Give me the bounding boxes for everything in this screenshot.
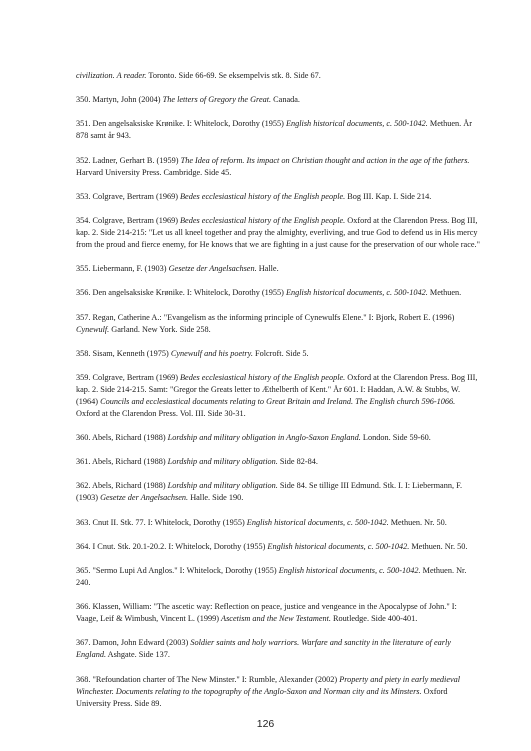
- endnote-title: The letters of Gregory the Great.: [162, 95, 272, 105]
- endnote-text: 353. Colgrave, Bertram (1969): [76, 191, 181, 201]
- endnote: [76, 637, 480, 661]
- endnote-title: English historical documents, c. 500-1042.: [285, 288, 428, 298]
- endnote: [76, 70, 480, 82]
- endnote: [76, 312, 480, 336]
- endnote-title: English historical documents, c. 500-1042.: [285, 119, 428, 129]
- endnote-text: Oxford at the Clarendon Press. Bog III, kap. 2. Side 214-215: "Let us all kneel together and pray the almighty, everliving, and true God to defend us in His mercy from the proud and fierce enemy, for He knows that we are fighting in a just cause for the preservation of our whole race.": [76, 215, 480, 249]
- endnote-text: 360. Abels, Richard (1988): [76, 433, 168, 443]
- endnote-title: The Idea of reform. Its impact on Christian thought and action in the age of the fathers.: [180, 155, 470, 165]
- endnote-text: Methuen. Nr. 50.: [388, 517, 447, 527]
- endnote-title: Bedes ecclesiastical history of the English people.: [180, 372, 346, 382]
- endnote-text: 356. Den angelsaksiske Krønike. I: Whitelock, Dorothy (1955): [76, 288, 286, 298]
- endnote: [76, 287, 480, 299]
- endnote: [76, 118, 480, 142]
- endnote-title: English historical documents, c. 500-1042.: [246, 517, 389, 527]
- endnote-text: Oxford at the Clarendon Press. Bog III, kap. 2. Side 214-215. Samt: "Gregor the Greats letter to Æthelberth of Kent." År 601. I: Haddan, A.W. & Stubbs, W. (1964): [76, 372, 478, 406]
- endnote-title: Lordship and military obligation in Anglo-Saxon England.: [167, 433, 361, 443]
- endnote: [76, 215, 480, 251]
- endnote-text: 359. Colgrave, Bertram (1969): [76, 372, 181, 382]
- endnote-text: Toronto. Side 66-69. Se eksempelvis stk. 8. Side 67.: [146, 71, 321, 80]
- endnote-text: London. Side 59-60.: [360, 433, 431, 443]
- endnote-title: Lordship and military obligation.: [167, 457, 278, 467]
- endnote-text: Routledge. Side 400-401.: [330, 614, 418, 624]
- endnote-text: 362. Abels, Richard (1988): [76, 481, 168, 491]
- endnote-title: English historical documents, c. 500-1042.: [267, 541, 410, 551]
- endnotes-list: [76, 70, 480, 722]
- endnote: [76, 601, 480, 625]
- endnote-title: Gesetze der Angelsachsen.: [100, 493, 189, 503]
- endnote-title: Lordship and military obligation.: [167, 481, 278, 491]
- endnote: [76, 565, 480, 589]
- endnote-text: Methuen.: [427, 288, 462, 298]
- endnote: [76, 541, 480, 553]
- endnote-text: Canada.: [271, 95, 300, 105]
- endnote-text: 354. Colgrave, Bertram (1969): [76, 215, 181, 225]
- endnote-text: Methuen. År 878 samt år 943.: [76, 119, 473, 141]
- page-number: 126: [256, 718, 275, 730]
- endnote-title: Cynewulf and his poetry.: [170, 348, 253, 358]
- endnote: [76, 480, 480, 504]
- endnote-text: 366. Klassen, William: "The ascetic way: Reflection on peace, justice and vengeance in the Apocalypse of John." I: Vaage, Leif & Wimbush, Vincent L. (1999): [76, 602, 457, 624]
- endnote-title: Soldier saints and holy warriors. Warfare and sanctity in the literature of early England.: [76, 638, 451, 660]
- endnote-text: Oxford University Press. Side 89.: [76, 686, 448, 708]
- endnote: [76, 517, 480, 529]
- endnote-title: Property and piety in early medieval Winchester. Documents relating to the topography of the Anglo-Saxon and Norman city and its Minsters.: [76, 674, 461, 696]
- endnote: [76, 94, 480, 106]
- endnote-text: 358. Sisam, Kenneth (1975): [76, 348, 171, 358]
- endnote-text: Methuen. Nr. 240.: [76, 566, 467, 587]
- endnote-text: Ashgate. Side 137.: [106, 650, 170, 660]
- endnote-text: Halle.: [256, 264, 279, 274]
- endnote: [76, 372, 480, 420]
- endnote-title: Gesetze der Angelsachsen.: [168, 264, 257, 274]
- endnote: [76, 263, 480, 275]
- endnote-text: 363. Cnut II. Stk. 77. I: Whitelock, Dorothy (1955): [76, 517, 247, 527]
- endnote-title: Bedes ecclesiastical history of the English people.: [180, 191, 346, 201]
- endnote-text: 355. Liebermann, F. (1903): [76, 264, 169, 274]
- endnote-text: 350. Martyn, John (2004): [76, 95, 163, 105]
- endnote-text: Garland. New York. Side 258.: [109, 324, 211, 334]
- endnote: [76, 155, 480, 179]
- endnote-title: English historical documents, c. 500-1042.: [278, 566, 421, 575]
- endnote-text: 352. Ladner, Gerhart B. (1959): [76, 155, 181, 165]
- endnote-text: Side 84. Se tillige III Edmund. Stk. I. I: Liebermann, F. (1903): [76, 481, 463, 503]
- endnote-text: 357. Regan, Catherine A.: "Evangelism as the informing principle of Cynewulfs Elene." I: Bjork, Robert E. (1996): [76, 312, 455, 322]
- endnote: [76, 432, 480, 444]
- endnote-title: Councils and ecclesiastical documents relating to Great Britain and Ireland. The English church 596-1066.: [100, 396, 456, 406]
- endnote-title: Cynewulf.: [76, 324, 110, 334]
- endnote-text: Oxford at the Clarendon Press. Vol. III. Side 30-31.: [76, 408, 246, 418]
- endnote: [76, 674, 480, 710]
- endnote-text: Folcroft. Side 5.: [252, 348, 309, 358]
- endnote-text: Methuen. Nr. 50.: [409, 541, 468, 551]
- endnote-text: 368. "Refoundation charter of The New Minster." I: Rumble, Alexander (2002): [76, 674, 340, 684]
- endnote-text: 351. Den angelsaksiske Krønike. I: Whitelock, Dorothy (1955): [76, 119, 286, 129]
- endnote-text: Harvard University Press. Cambridge. Side 45.: [76, 167, 232, 177]
- endnote-text: 367. Damon, John Edward (2003): [76, 638, 191, 648]
- endnote: [76, 348, 480, 360]
- endnote: [76, 191, 480, 203]
- endnote-title: Ascetism and the New Testament.: [221, 614, 331, 624]
- endnote-text: Halle. Side 190.: [188, 493, 244, 503]
- endnote-text: Bog III. Kap. I. Side 214.: [345, 191, 432, 201]
- endnote-text: Side 82-84.: [277, 457, 318, 467]
- endnote-text: 364. I Cnut. Stk. 20.1-20.2. I: Whitelock, Dorothy (1955): [76, 541, 268, 551]
- endnote-title: civilization. A reader.: [76, 71, 147, 80]
- endnote: [76, 456, 480, 468]
- endnote-text: 361. Abels, Richard (1988): [76, 457, 168, 467]
- endnote-title: Bedes ecclesiastical history of the English people.: [180, 215, 346, 225]
- endnote-text: 365. "Sermo Lupi Ad Anglos." I: Whitelock, Dorothy (1955): [76, 566, 279, 575]
